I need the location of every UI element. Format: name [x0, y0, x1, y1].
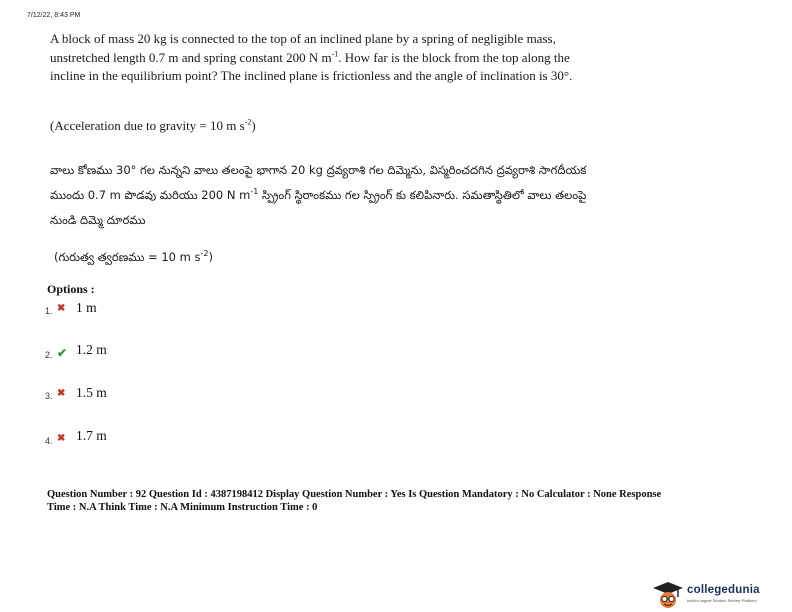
telugu-text-part1: వాలు కోణము 30° గల నున్నని వాలు తలంపై భాగాన 20 kg ద్రవ్యరాశి గల దిమ్మెను, విస్మరించదగిన ద్రవ్యరాశి సాగదీయక ముందు 0.7 m పొడవు మరియు 200 N m: [50, 163, 587, 202]
options-heading: Options :: [47, 282, 95, 296]
metadata-line-2: Time : N.A Think Time : N.A Minimum Instruction Time : 0: [47, 502, 318, 513]
gravity-exponent: -2: [244, 117, 252, 127]
brand-name: collegedunia: [687, 584, 760, 596]
metadata-line-1: Question Number : 92 Question Id : 4387198412 Display Question Number : Yes Is Question Mandatory : No Calculator : None Response: [47, 489, 662, 500]
option-number: 1.: [45, 306, 53, 316]
question-text-telugu: [50, 158, 590, 233]
telugu-gravity-exponent: -2: [200, 249, 209, 259]
question-metadata: [47, 488, 777, 514]
telugu-unit-exponent: -1: [250, 187, 259, 197]
gravity-note-english: [50, 118, 256, 134]
graduate-logo-icon: [652, 580, 684, 610]
option-number: 2.: [45, 350, 53, 360]
option-number: 4.: [45, 436, 53, 446]
option-number: 3.: [45, 391, 53, 401]
question-text-english: [50, 30, 575, 86]
option-text: 1 m: [76, 300, 97, 315]
question-text-part2: . How far is the block from the top along the incline in the equilibrium point? The inclined plane is frictionless and the angle of inclination is 30°.: [50, 49, 573, 83]
gravity-note-telugu: [54, 250, 213, 267]
print-timestamp: 7/12/22, 8:43 PM: [27, 12, 81, 19]
brand-tagline: India's largest Student Review Platform: [687, 598, 757, 603]
correct-check-icon: ✔: [57, 346, 68, 360]
unit-exponent: -1: [331, 49, 339, 59]
telugu-text-part2: స్ప్రింగ్ స్థిరాంకము గల స్ప్రింగ్ కు కలిపినారు. సమతాస్థితిలో వాలు తలంపై నుండి దిమ్మె దూరము: [50, 188, 587, 227]
telugu-gravity-text: (గురుత్వ త్వరణము = 10 m s: [54, 250, 201, 264]
wrong-mark-icon: ✖: [57, 433, 66, 444]
wrong-mark-icon: ✖: [57, 303, 66, 314]
option-text: 1.7 m: [76, 428, 107, 443]
telugu-gravity-close: ): [208, 250, 213, 264]
question-text-part1: A block of mass 20 kg is connected to the top of an inclined plane by a spring of negligible mass, unstretched length 0.7 m and spring constant 200 N m: [50, 31, 556, 65]
gravity-note-close: ): [251, 118, 256, 133]
option-text: 1.2 m: [76, 342, 107, 357]
option-text: 1.5 m: [76, 385, 107, 400]
gravity-note-text: (Acceleration due to gravity = 10 m s: [50, 118, 245, 133]
wrong-mark-icon: ✖: [57, 388, 66, 399]
collegedunia-watermark: [652, 580, 792, 610]
